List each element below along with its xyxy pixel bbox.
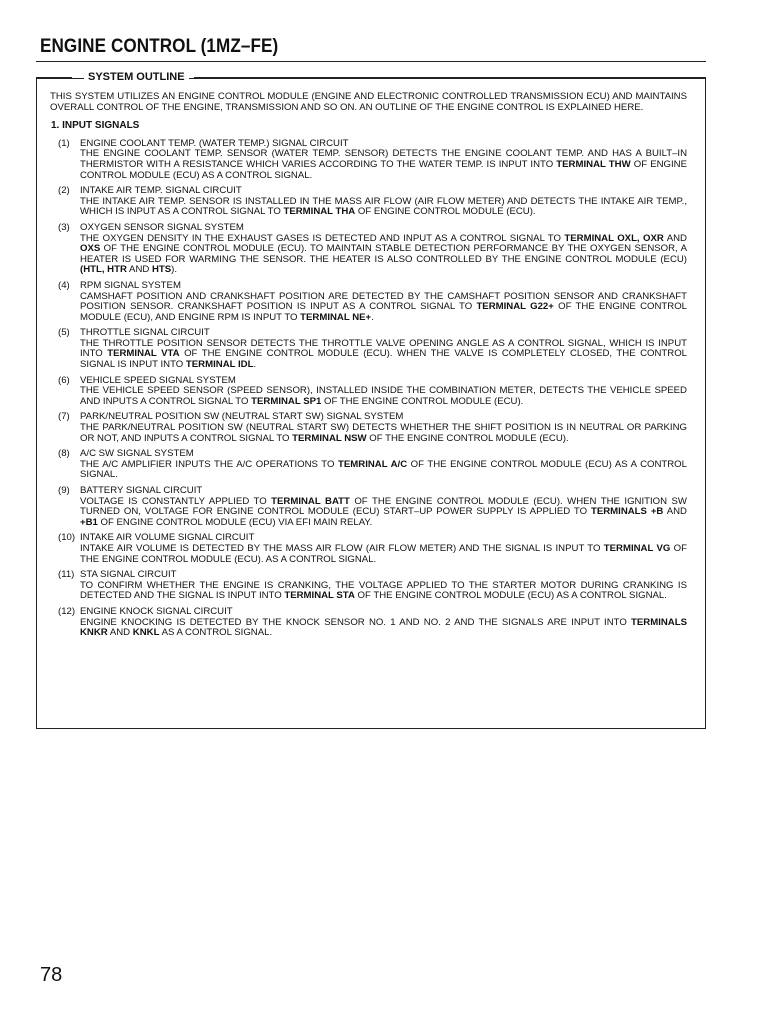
item-description xyxy=(80,339,687,371)
item-text-run: INTAKE AIR VOLUME IS DETECTED BY THE MASS AIR FLOW (AIR FLOW METER) AND THE SIGNAL IS INPUT TO xyxy=(80,542,604,554)
item-text-run: OF THE ENGINE CONTROL MODULE (ECU), AND ENGINE RPM IS INPUT TO xyxy=(80,301,687,323)
item-title: STA SIGNAL CIRCUIT xyxy=(80,569,177,581)
item-description xyxy=(80,497,687,529)
item-text-run: THE A/C AMPLIFIER INPUTS THE A/C OPERATIONS TO xyxy=(80,458,339,470)
item-description xyxy=(80,149,687,181)
legend-rule-right xyxy=(194,77,706,78)
item-text-run: AND xyxy=(663,232,687,244)
item-title: INTAKE AIR VOLUME SIGNAL CIRCUIT xyxy=(80,532,255,544)
item-text-run: AND xyxy=(663,506,687,518)
signal-list xyxy=(50,139,687,639)
section-legend: SYSTEM OUTLINE xyxy=(84,70,189,84)
list-item xyxy=(50,570,687,602)
terminal-label: TERMINAL G22+ xyxy=(476,301,554,313)
item-title: VEHICLE SPEED SIGNAL SYSTEM xyxy=(80,374,236,386)
item-description xyxy=(80,544,687,565)
item-text-run: ). xyxy=(171,264,178,276)
item-text-run: OF THE ENGINE CONTROL MODULE (ECU). xyxy=(366,432,569,444)
item-description xyxy=(80,581,687,602)
item-number: (5) xyxy=(58,327,70,339)
item-title: RPM SIGNAL SYSTEM xyxy=(80,279,181,291)
box-legend xyxy=(36,70,706,86)
item-description xyxy=(80,292,687,324)
list-item xyxy=(50,533,687,565)
list-item xyxy=(50,223,687,276)
item-number: (4) xyxy=(58,279,70,291)
item-text-run: AND xyxy=(126,264,152,276)
terminal-label: HTS xyxy=(151,264,172,276)
item-text-run: OF ENGINE CONTROL MODULE (ECU). xyxy=(355,206,536,218)
terminal-label: TEMRINAL A/C xyxy=(338,458,408,470)
item-title: THROTTLE SIGNAL CIRCUIT xyxy=(80,327,210,339)
item-title: BATTERY SIGNAL CIRCUIT xyxy=(80,485,203,496)
item-title: INTAKE AIR TEMP. SIGNAL CIRCUIT xyxy=(80,185,242,197)
page-number: 78 xyxy=(40,964,63,986)
item-text-run: THE ENGINE COOLANT TEMP. SENSOR (WATER TEMP. SENSOR) DETECTS THE ENGINE COOLANT TEMP. AND HAS A BUILT–IN THERMISTOR WITH A RESISTANCE WHICH VARIES ACCORDING TO THE WATER TEMP. IS INPUT INTO xyxy=(80,148,687,170)
item-number: (10) xyxy=(58,532,76,544)
terminal-label: TERMINAL OXL, OXR xyxy=(564,232,664,244)
terminal-label: KNKL xyxy=(132,627,160,639)
item-number: (6) xyxy=(58,374,70,386)
item-number: (8) xyxy=(58,448,70,460)
item-text-run: OF THE ENGINE CONTROL MODULE (ECU). AS A CONTROL SIGNAL. xyxy=(80,542,687,565)
item-number: (2) xyxy=(58,185,70,197)
terminal-label: +B1 xyxy=(80,516,98,528)
item-text-run: OF THE ENGINE CONTROL MODULE (ECU). WHEN THE VALVE IS COMPLETELY CLOSED, THE CONTROL SIGNAL IS INPUT INTO xyxy=(80,348,687,371)
terminal-label: TERMINAL VTA xyxy=(107,348,180,360)
terminal-label: TERMINAL SP1 xyxy=(251,395,322,407)
terminal-label: TERMINALS KNKR xyxy=(80,616,687,639)
terminal-label: TERMINAL NSW xyxy=(292,432,367,444)
item-title: OXYGEN SENSOR SIGNAL SYSTEM xyxy=(80,221,244,233)
terminal-label: TERMINALS +B xyxy=(590,506,664,518)
item-text-run: THE THROTTLE POSITION SENSOR DETECTS THE THROTTLE VALVE OPENING ANGLE AS A CONTROL SIGNAL, WHICH IS INPUT INTO xyxy=(80,337,687,360)
list-item xyxy=(50,328,687,370)
page-title: ENGINE CONTROL (1MZ–FE) xyxy=(40,36,279,57)
list-item xyxy=(50,281,687,323)
terminal-label: TERMINAL NE+ xyxy=(300,311,372,323)
intro-paragraph: THIS SYSTEM UTILIZES AN ENGINE CONTROL MODULE (ENGINE AND ELECTRONIC CONTROLLED TRANSMISSION ECU) AND MAINTAINS OVERALL CONTROL OF THE ENGINE, TRANSMISSION AND SO ON. AN OUTLINE OF THE ENGINE CONTROL IS EXPLAINED HERE. xyxy=(50,91,687,113)
item-text-run: OF THE ENGINE CONTROL MODULE (ECU) AS A CONTROL SIGNAL. xyxy=(80,458,687,481)
item-number: (9) xyxy=(58,485,70,496)
terminal-label: TERMINAL THW xyxy=(556,158,631,170)
item-text-run: THE INTAKE AIR TEMP. SENSOR IS INSTALLED IN THE MASS AIR FLOW (AIR FLOW METER) AND DETECTS THE INTAKE AIR TEMP., WHICH IS INPUT AS A CONTROL SIGNAL TO xyxy=(80,195,687,218)
item-description xyxy=(80,618,687,639)
terminal-label: TERMINAL STA xyxy=(284,590,355,602)
item-text-run: TO CONFIRM WHETHER THE ENGINE IS CRANKING, THE VOLTAGE APPLIED TO THE STARTER MOTOR DURING CRANKING IS DETECTED AND THE SIGNAL IS INPUT INTO xyxy=(80,579,687,602)
item-description xyxy=(80,386,687,407)
item-description xyxy=(80,460,687,481)
item-text-run: OF THE ENGINE CONTROL MODULE (ECU). TO MAINTAIN STABLE DETECTION PERFORMANCE BY THE OXYGEN SENSOR, A HEATER IS USED FOR WARMING THE SENSOR. THE HEATER IS ALSO CONTROLLED BY THE ENGINE CONTROL MODULE (ECU) xyxy=(80,243,687,265)
list-item xyxy=(50,607,687,639)
section-heading: 1. INPUT SIGNALS xyxy=(51,120,140,132)
item-text-run: OF THE ENGINE CONTROL MODULE (ECU) AS A CONTROL SIGNAL. xyxy=(354,590,667,602)
terminal-label: TERMINAL VG xyxy=(603,542,671,554)
terminal-label: TERMINAL THA xyxy=(283,206,356,218)
item-text-run: . xyxy=(253,359,257,371)
list-item xyxy=(50,376,687,408)
item-title: A/C SW SIGNAL SYSTEM xyxy=(80,448,194,460)
item-text-run: CAMSHAFT POSITION AND CRANKSHAFT POSITION ARE DETECTED BY THE CAMSHAFT POSITION SENSOR AND CRANKSHAFT POSITION SENSOR. CRANKSHAFT POSITION IS INPUT AS A CONTROL SIGNAL TO xyxy=(80,290,687,313)
item-text-run: OF THE ENGINE CONTROL MODULE (ECU). WHEN THE IGNITION SW TURNED ON, VOLTAGE FOR ENGINE CONTROL MODULE (ECU) START–UP POWER SUPPLY IS APPLIED TO xyxy=(80,495,687,518)
item-description xyxy=(80,197,687,218)
item-number: (12) xyxy=(58,605,76,617)
item-text-run: AS A CONTROL SIGNAL. xyxy=(159,627,273,639)
item-title: PARK/NEUTRAL POSITION SW (NEUTRAL START SW) SIGNAL SYSTEM xyxy=(80,411,404,423)
list-item xyxy=(50,186,687,218)
terminal-label: TERMINAL IDL xyxy=(185,359,254,371)
box-content xyxy=(50,92,687,644)
legend-rule-left xyxy=(36,77,72,78)
terminal-label: OXS xyxy=(80,243,101,255)
item-number: (11) xyxy=(58,569,75,581)
item-title: ENGINE COOLANT TEMP. (WATER TEMP.) SIGNAL CIRCUIT xyxy=(80,137,349,149)
item-text-run: . xyxy=(371,311,374,323)
item-text-run: THE OXYGEN DENSITY IN THE EXHAUST GASES IS DETECTED AND INPUT AS A CONTROL SIGNAL TO xyxy=(80,232,565,244)
item-text-run: OF THE ENGINE CONTROL MODULE (ECU). xyxy=(321,395,524,407)
list-item xyxy=(50,139,687,181)
item-number: (1) xyxy=(58,137,70,149)
list-item xyxy=(50,486,687,528)
item-number: (3) xyxy=(58,221,70,233)
title-rule xyxy=(36,61,706,62)
list-item xyxy=(50,412,687,444)
item-description xyxy=(80,423,687,444)
terminal-label: (HTL, HTR xyxy=(80,264,127,276)
item-text-run: ENGINE KNOCKING IS DETECTED BY THE KNOCK SENSOR NO. 1 AND NO. 2 AND THE SIGNALS ARE INPUT INTO xyxy=(80,616,632,628)
item-text-run: THE PARK/NEUTRAL POSITION SW (NEUTRAL START SW) DETECTS WHETHER THE SHIFT POSITION IS IN NEUTRAL OR PARKING OR NOT, AND INPUTS A CONTROL SIGNAL TO xyxy=(80,422,687,444)
item-text-run: THE VEHICLE SPEED SENSOR (SPEED SENSOR), INSTALLED INSIDE THE COMBINATION METER, DETECTS THE VEHICLE SPEED AND INPUTS A CONTROL SIGNAL TO xyxy=(80,385,687,407)
item-text-run: VOLTAGE IS CONSTANTLY APPLIED TO xyxy=(80,495,272,507)
item-description xyxy=(80,234,687,276)
item-text-run: AND xyxy=(107,627,133,639)
item-number: (7) xyxy=(58,411,70,423)
item-text-run: OF ENGINE CONTROL MODULE (ECU) AS A CONTROL SIGNAL. xyxy=(80,158,687,181)
item-text-run: OF ENGINE CONTROL MODULE (ECU) VIA EFI MAIN RELAY. xyxy=(97,516,373,528)
terminal-label: TERMINAL BATT xyxy=(271,495,350,507)
item-title: ENGINE KNOCK SIGNAL CIRCUIT xyxy=(80,605,233,617)
list-item xyxy=(50,449,687,481)
